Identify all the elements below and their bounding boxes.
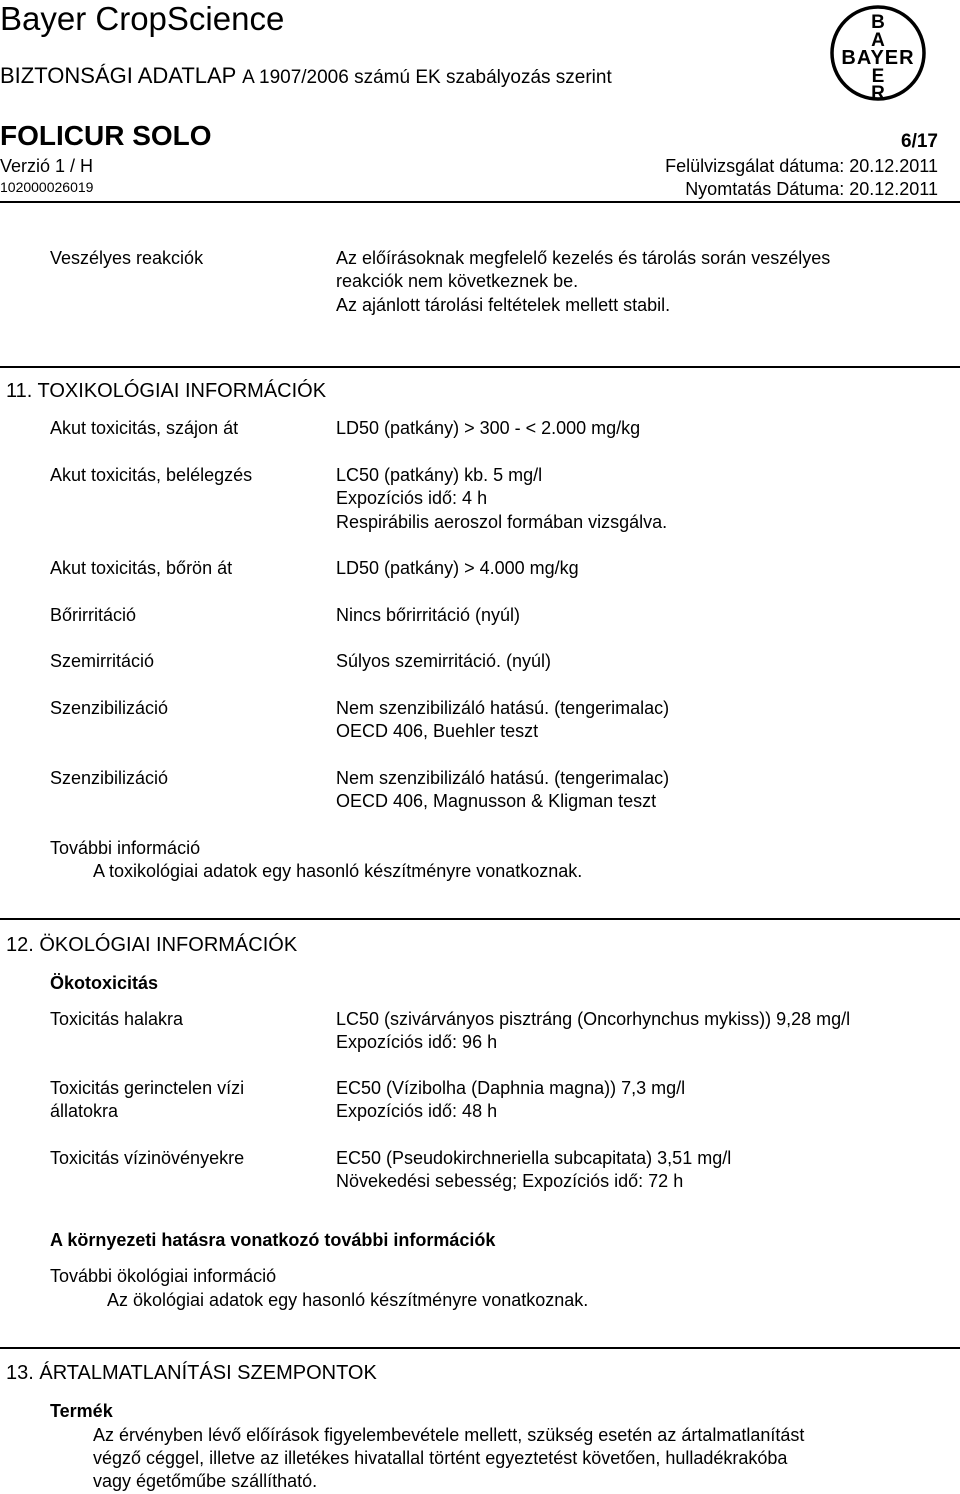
disposal-line-3: vagy égetőműbe szállítható. [93,1471,318,1491]
header-divider [0,201,960,203]
tox-row-label: Szenzibilizáció [50,698,169,718]
eco-further-text: Az ökológiai adatok egy hasonló készítményre vonatkoznak. [107,1290,589,1310]
logo-bayer-row: BAYER [841,47,915,69]
tox-row-label: Akut toxicitás, bőrön át [50,558,233,578]
tox-row-value: Nem szenzibilizáló hatású. (tengerimalac) [336,698,670,718]
disposal-line-2: végző céggel, illetve az illetékes hivatallal történt egyeztetést követően, hulladékrakóba [93,1448,788,1468]
sds-title: BIZTONSÁGI ADATLAP [0,63,236,88]
tox-row-label: Akut toxicitás, belélegzés [50,465,253,485]
section-12-heading: 12. ÖKOLÓGIAI INFORMÁCIÓK [6,934,298,956]
tox-row-value: Nincs bőrirritáció (nyúl) [336,605,521,625]
product-name: FOLICUR SOLO [0,120,212,151]
logo-letter-r: R [871,83,885,104]
tox-row-value: LD50 (patkány) > 4.000 mg/kg [336,558,579,578]
revision-date: Felülvizsgálat dátuma: 20.12.2011 [665,156,938,176]
tox-row-value: Expozíciós idő: 4 h [336,488,488,508]
tox-row-value: LC50 (patkány) kb. 5 mg/l [336,465,543,485]
eco-row-value: EC50 (Pseudokirchneriella subcapitata) 3,51 mg/l [336,1148,732,1168]
tox-row-value: LD50 (patkány) > 300 - < 2.000 mg/kg [336,418,641,438]
eco-row-label: Toxicitás halakra [50,1009,184,1029]
tox-row-value: OECD 406, Magnusson & Kligman teszt [336,791,657,811]
version-label: Verzió 1 / H [0,156,94,176]
tox-row-value: OECD 406, Buehler teszt [336,721,539,741]
hazardous-reactions-line-1: Az előírásoknak megfelelő kezelés és tárolás során veszélyes [336,248,831,268]
page-number: 6/17 [901,131,938,152]
tox-row-value: Nem szenzibilizáló hatású. (tengerimalac) [336,768,670,788]
tox-row-label: Szenzibilizáció [50,768,169,788]
logo-letter-e: E [871,66,885,87]
eco-row-label: Toxicitás gerinctelen vízi [50,1078,245,1098]
eco-row-value: Növekedési sebesség; Expozíciós idő: 72 h [336,1171,684,1191]
eco-row-value: Expozíciós idő: 96 h [336,1032,498,1052]
print-date: Nyomtatás Dátuma: 20.12.2011 [685,179,938,199]
company-name: Bayer CropScience [0,0,285,37]
logo-letter-b: B [871,12,885,33]
hazardous-reactions-label: Veszélyes reakciók [50,248,204,268]
further-info-label: További információ [50,838,201,858]
section-13-heading: 13. ÁRTALMATLANÍTÁSI SZEMPONTOK [6,1362,377,1384]
eco-row-label: Toxicitás vízinövényekre [50,1148,245,1168]
tox-row-label: Akut toxicitás, szájon át [50,418,239,438]
eco-row-value: EC50 (Vízibolha (Daphnia magna)) 7,3 mg/l [336,1078,686,1098]
disposal-line-1: Az érvényben lévő előírások figyelembevétele mellett, szükség esetén az ártalmatlanítást [93,1425,805,1445]
section-11-divider [0,366,960,368]
hazardous-reactions-line-2: reakciók nem következnek be. [336,271,579,291]
logo-letter-a: A [871,30,885,51]
hazardous-reactions-line-3: Az ajánlott tárolási feltételek mellett stabil. [336,295,671,315]
further-info-text: A toxikológiai adatok egy hasonló készítményre vonatkoznak. [93,861,583,881]
environmental-info-heading: A környezeti hatásra vonatkozó további információk [50,1230,496,1250]
regulation-text: A 1907/2006 számú EK szabályozás szerint [242,67,612,88]
material-number: 102000026019 [0,179,94,195]
document-title [0,63,612,89]
tox-row-value: Respirábilis aeroszol formában vizsgálva. [336,512,668,532]
section-13-divider [0,1347,960,1349]
eco-row-value: Expozíciós idő: 48 h [336,1101,498,1121]
eco-row-value: LC50 (szivárványos pisztráng (Oncorhynchus mykiss)) 9,28 mg/l [336,1009,851,1029]
section-11-heading: 11. TOXIKOLÓGIAI INFORMÁCIÓK [6,380,327,402]
product-subheading: Termék [50,1401,113,1421]
eco-further-label: További ökológiai információ [50,1266,277,1286]
ecotoxicity-subheading: Ökotoxicitás [50,973,159,993]
bayer-cross-logo [829,2,927,104]
tox-row-label: Szemirritáció [50,651,155,671]
section-12-divider [0,918,960,920]
eco-row-label: állatokra [50,1101,119,1121]
tox-row-value: Súlyos szemirritáció. (nyúl) [336,651,552,671]
tox-row-label: Bőrirritáció [50,605,137,625]
